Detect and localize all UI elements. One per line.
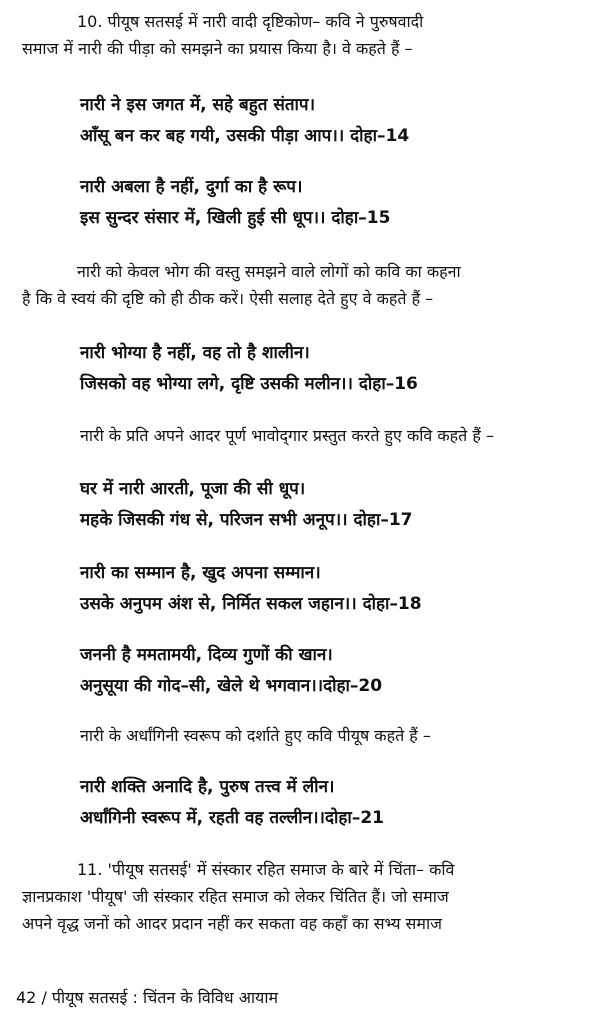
- paragraph-line: नारी को केवल भोग की वस्तु समझने वाले लोगों को कवि का कहना: [77, 262, 461, 281]
- doha-line: नारी भोग्या है नहीं, वह तो है शालीन।: [80, 343, 310, 363]
- doha-line: आँसू बन कर बह गयी, उसकी पीड़ा आप।। दोहा–14: [80, 126, 410, 146]
- doha-line: नारी शक्ति अनादि है, पुरुष तत्त्व में लीन।: [80, 777, 335, 797]
- doha-18: [25, 558, 422, 620]
- doha-line: अर्धांगिनी स्वरूप में, रहती वह तल्लीन।।दोहा–21: [80, 808, 384, 828]
- doha-line: नारी ने इस जगत में, सहे बहुत संताप।: [80, 95, 316, 115]
- paragraph-line: है कि वे स्वयं की दृष्टि को ही ठीक करें। ऐसी सलाह देते हुए वे कहते हैं –: [22, 289, 434, 308]
- doha-17: [25, 474, 413, 536]
- doha-line: नारी का सम्मान है, खुद अपना सम्मान।: [80, 563, 321, 583]
- intro-aadar: नारी के प्रति अपने आदर पूर्ण भावोद्‌गार प्रस्तुत करते हुए कवि कहते हैं –: [80, 426, 494, 445]
- doha-line: अनुसूया की गोद–सी, खेले थे भगवान।।दोहा–20: [80, 676, 383, 696]
- paragraph-line: समाज में नारी की पीड़ा को समझने का प्रयास किया है। वे कहते हैं –: [22, 39, 413, 58]
- paragraph-line: अपने वृद्ध जनों को आदर प्रदान नहीं कर सकता वह कहाँ का सभ्य समाज: [22, 914, 442, 933]
- doha-line: उसके अनुपम अंश से, निर्मित सकल जहान।। दोहा–18: [80, 594, 422, 614]
- doha-line: महके जिसकी गंध से, परिजन सभी अनूप।। दोहा–17: [80, 510, 413, 530]
- doha-line: जिसको वह भोग्या लगे, दृष्टि उसकी मलीन।। दोहा–16: [80, 374, 418, 394]
- paragraph-10: [22, 8, 578, 62]
- doha-line: इस सुन्दर संसार में, खिली हुई सी धूप।। दोहा–15: [80, 208, 391, 228]
- doha-21: [25, 772, 384, 834]
- paragraph-line: ज्ञानप्रकाश 'पीयूष' जी संस्कार रहित समाज को लेकर चिंतित हैं। जो समाज: [22, 887, 449, 906]
- intro-ardhangini: नारी के अर्धांगिनी स्वरूप को दर्शाते हुए कवि पीयूष कहते हैं –: [80, 726, 431, 745]
- paragraph-line: 10. पीयूष सतसई में नारी वादी दृष्टिकोण– कवि ने पुरुषवादी: [77, 12, 424, 31]
- doha-16: [25, 338, 418, 400]
- doha-line: घर में नारी आरती, पूजा की सी धूप।: [80, 479, 306, 499]
- doha-20: [25, 640, 382, 702]
- page-footer: 42 / पीयूष सतसई : चिंतन के विविध आयाम: [16, 988, 279, 1007]
- doha-15: [25, 172, 390, 234]
- doha-14: [25, 90, 409, 152]
- paragraph-bhog: [22, 258, 578, 312]
- paragraph-line: 11. 'पीयूष सतसई' में संस्कार रहित समाज के बारे में चिंता– कवि: [77, 860, 455, 879]
- paragraph-11: [22, 856, 578, 937]
- doha-line: जननी है ममतामयी, दिव्य गुणों की खान।: [80, 645, 333, 665]
- doha-line: नारी अबला है नहीं, दुर्गा का है रूप।: [80, 177, 303, 197]
